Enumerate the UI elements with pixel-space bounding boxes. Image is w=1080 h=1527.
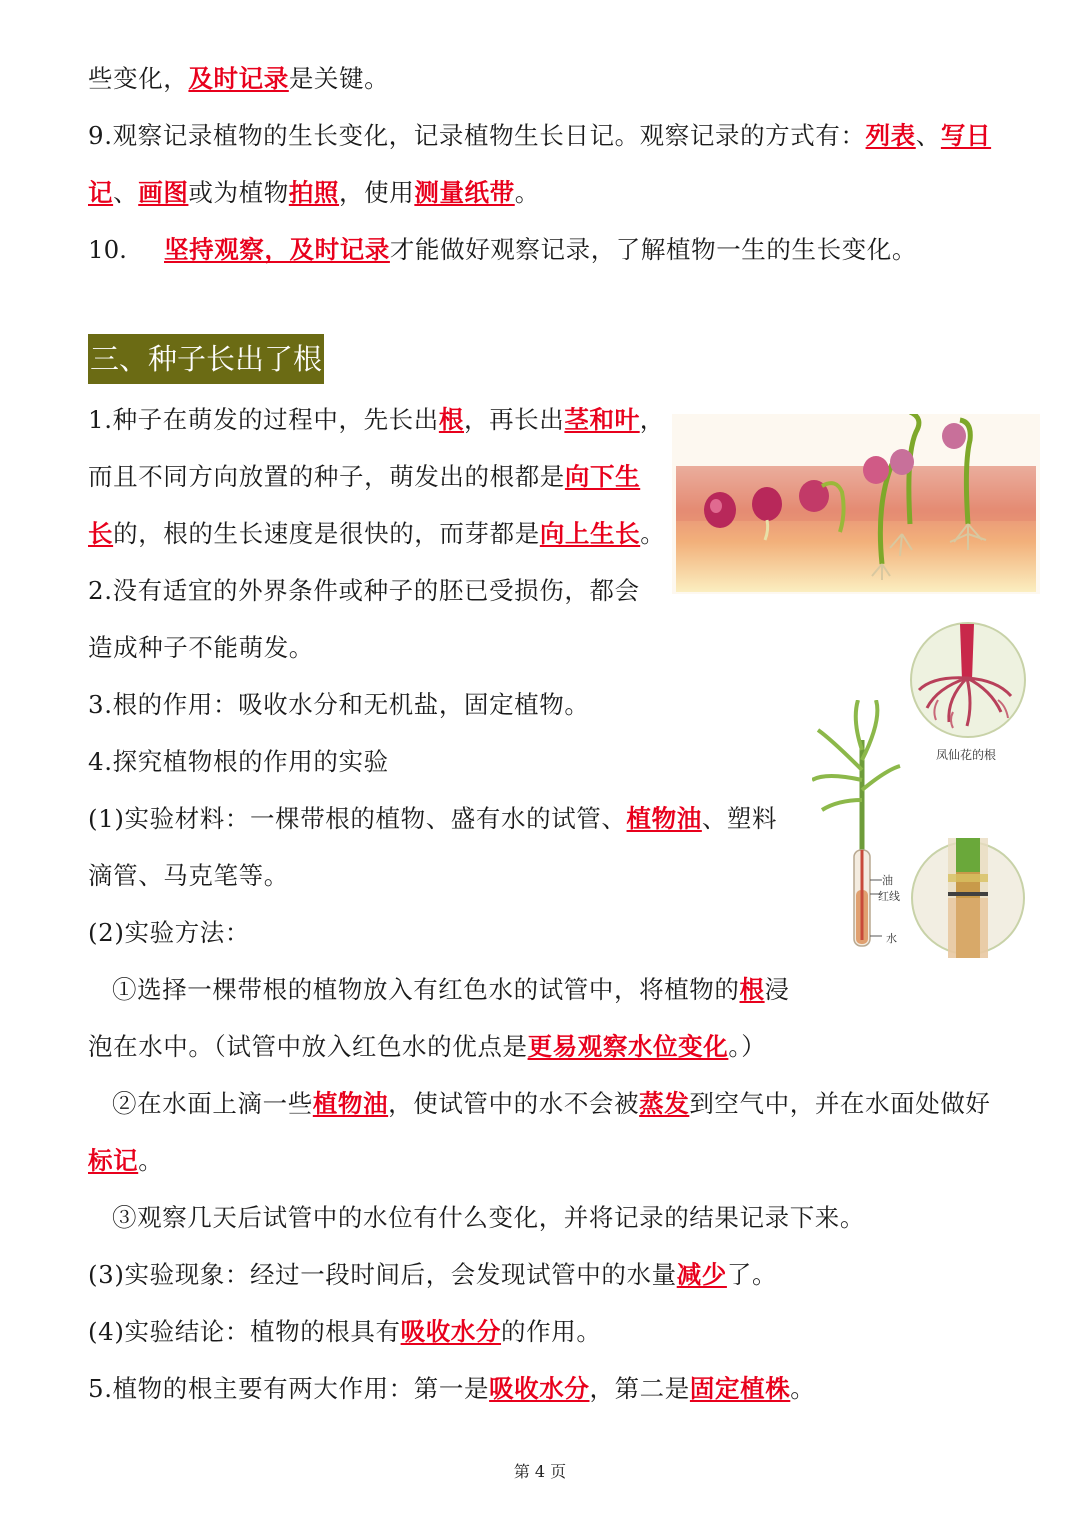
highlight: 向上生长	[539, 519, 641, 548]
highlight: 蒸发	[639, 1089, 690, 1118]
text-line: 9.观察记录植物的生长变化，记录植物生长日记。观察记录的方式有：列表、写日	[88, 121, 992, 150]
highlight: 吸收水分	[489, 1374, 590, 1403]
highlight: 画图	[138, 178, 189, 207]
highlight: 根	[438, 405, 464, 434]
text-line: (4)实验结论：植物的根具有吸收水分的作用。	[88, 1317, 602, 1346]
highlight: 根	[739, 975, 765, 1004]
highlight: 及时记录	[188, 64, 289, 93]
label-oil: 油	[882, 874, 893, 887]
text-line: 10. 坚持观察，及时记录才能做好观察记录，了解植物一生的生长变化。	[88, 235, 918, 264]
tube-closeup-illustration	[910, 838, 1026, 958]
text-line: 些变化，及时记录是关键。	[88, 64, 390, 93]
highlight: 拍照	[288, 178, 340, 207]
text-line: (2)实验方法：	[88, 918, 251, 947]
text-line: 而且不同方向放置的种子，萌发出的根都是向下生	[88, 462, 641, 491]
highlight: 写日	[940, 121, 992, 150]
highlight: 向下生	[564, 462, 641, 491]
text-line: (1)实验材料：一棵带根的植物、盛有水的试管、植物油、塑料	[88, 804, 778, 833]
text-line: 滴管、马克笔等。	[88, 861, 289, 890]
plant-test-tube-illustration	[812, 700, 902, 950]
text-line: 4.探究植物根的作用的实验	[88, 747, 389, 776]
section-heading: 三、种子长出了根	[88, 334, 324, 384]
highlight: 列表	[865, 121, 916, 150]
text-line: 泡在水中。（试管中放入红色水的优点是更易观察水位变化。）	[88, 1032, 767, 1061]
text-line: 2.没有适宜的外界条件或种子的胚已受损伤，都会	[88, 576, 640, 605]
text-line: ②在水面上滴一些植物油，使试管中的水不会被蒸发到空气中，并在水面处做好	[112, 1089, 991, 1118]
highlight: 标记	[88, 1146, 139, 1175]
highlight: 长	[88, 519, 114, 548]
highlight: 植物油	[626, 804, 702, 833]
label-water: 水	[886, 932, 897, 945]
text-line: ③观察几天后试管中的水位有什么变化，并将记录的结果记录下来。	[112, 1203, 865, 1232]
highlight: 坚持观察，及时记录	[164, 235, 390, 264]
text-line: ①选择一棵带根的植物放入有红色水的试管中，将植物的根浸	[112, 975, 790, 1004]
highlight: 固定植株	[689, 1374, 791, 1403]
text-line: 1.种子在萌发的过程中，先长出根，再长出茎和叶，	[88, 405, 665, 434]
highlight: 茎和叶	[564, 405, 640, 434]
text-line: (3)实验现象：经过一段时间后，会发现试管中的水量减少了。	[88, 1260, 778, 1289]
page-number: 第 4 页	[513, 1462, 567, 1481]
highlight: 吸收水分	[400, 1317, 502, 1346]
highlight: 植物油	[312, 1089, 389, 1118]
label-red-line: 红线	[878, 890, 900, 903]
root-closeup-illustration	[908, 620, 1028, 740]
text-line: 标记。	[88, 1146, 164, 1175]
highlight: 更易观察水位变化	[527, 1032, 729, 1061]
highlight: 减少	[676, 1260, 727, 1289]
text-line: 5.植物的根主要有两大作用：第一是吸收水分，第二是固定植株。	[88, 1374, 816, 1403]
highlight: 测量纸带	[414, 178, 515, 207]
root-caption: 凤仙花的根	[936, 748, 997, 762]
seed-germination-illustration	[672, 414, 1040, 594]
highlight: 记	[88, 178, 114, 207]
text-line: 记、画图或为植物拍照，使用测量纸带。	[88, 178, 540, 207]
text-line: 3.根的作用：吸收水分和无机盐，固定植物。	[88, 690, 590, 719]
text-line: 长的，根的生长速度是很快的，而芽都是向上生长。	[88, 519, 666, 548]
text-line: 造成种子不能萌发。	[88, 633, 314, 662]
